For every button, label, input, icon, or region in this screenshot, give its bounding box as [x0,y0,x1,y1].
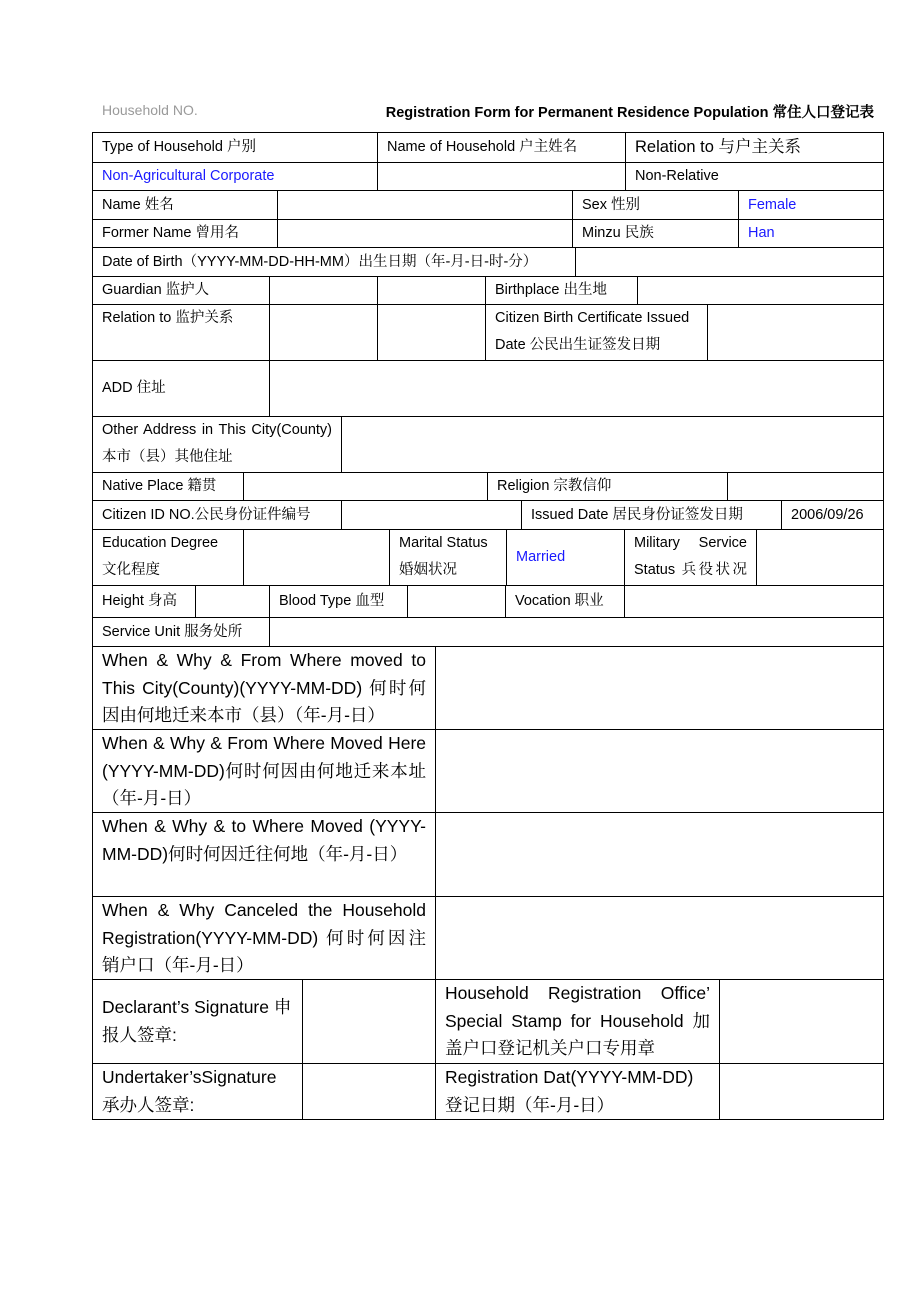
citizen-id-field[interactable] [341,501,521,529]
service-unit-field[interactable] [269,618,883,646]
row-guardian [93,276,883,304]
guardian-field-1[interactable] [269,277,377,304]
moved-away-field[interactable] [435,813,883,896]
service-unit-label: Service Unit 服务处所 [102,623,243,640]
guardian-relation-field-1[interactable] [269,305,377,360]
native-place-field[interactable] [243,473,487,500]
birthplace-label: Birthplace 出生地 [485,277,637,304]
row-former-name [93,219,883,247]
registration-date-label: Registration Dat(YYYY-MM-DD) 登记日期（年-月-日） [435,1064,719,1119]
row-address [93,360,883,416]
row-moved-here [93,729,883,812]
birth-cert-date-label: Citizen Birth Certificate Issued Date 公民出生证签发日期 [485,305,707,360]
row-household-header [93,133,883,162]
moved-to-city-field[interactable] [435,647,883,729]
marital-status-label: Marital Status 婚姻状况 [389,530,506,585]
citizen-id-label: Citizen ID NO.公民身份证件编号 [102,506,311,523]
birth-cert-date-field[interactable] [707,305,883,360]
row-name [93,190,883,219]
dob-label: Date of Birth（YYYY-MM-DD-HH-MM）出生日期（年-月-日-时-分） [102,253,538,270]
declarant-signature-label: Declarant’s Signature 申报人签章: [102,997,292,1045]
moved-away-label: When & Why & to Where Moved (YYYY-MM-DD)何时何因迁往何地（年-月-日） [102,816,426,864]
education-label: Education Degree 文化程度 [102,535,219,578]
vocation-label: Vocation 职业 [505,586,624,617]
row-native-place [93,472,883,500]
declarant-signature-field[interactable] [302,980,435,1063]
blood-type-field[interactable] [407,586,505,617]
type-of-household-label: Type of Household 户别 [102,139,256,155]
stamp-label: Household Registration Office’ Special Stamp for Household 加盖户口登记机关户口专用章 [435,980,719,1063]
address-label: ADD 住址 [102,380,166,396]
name-field[interactable] [277,191,572,219]
height-field[interactable] [195,586,269,617]
religion-field[interactable] [727,473,883,500]
row-guardian-relation [93,304,883,360]
registration-form [92,132,884,1120]
education-field[interactable] [243,530,389,585]
military-status-field[interactable] [756,530,883,585]
guardian-relation-field-2[interactable] [377,305,485,360]
row-canceled [93,896,883,979]
name-label: Name 姓名 [102,196,174,213]
height-label: Height 身高 [102,593,177,609]
registration-date-field[interactable] [719,1064,883,1119]
relation-to-head-label: Relation to 与户主关系 [625,133,883,162]
dob-field[interactable] [575,248,883,276]
name-of-household-label: Name of Household 户主姓名 [377,133,625,162]
canceled-registration-label: When & Why Canceled the Household Registration(YYYY-MM-DD) 何时何因注销户口（年-月-日） [102,900,426,975]
guardian-label: Guardian 监护人 [102,282,210,298]
guardian-relation-label: Relation to 监护关系 [102,310,234,326]
row-other-address [93,416,883,472]
sex-label: Sex 性别 [572,191,738,219]
type-of-household-field[interactable]: Non-Agricultural Corporate [102,168,275,184]
other-address-label: Other Address in This City(County)本市（县）其他住址 [102,422,332,465]
household-no-label: Household NO. [102,102,198,118]
moved-here-field[interactable] [435,730,883,812]
relation-to-head-field[interactable]: Non-Relative [625,163,883,190]
moved-here-label: When & Why & From Where Moved Here (YYYY-MM-DD)何时何因由何地迁来本址（年-月-日） [102,733,426,808]
sex-field[interactable]: Female [738,191,883,219]
issued-date-label: Issued Date 居民身份证签发日期 [521,501,781,529]
minzu-field[interactable]: Han [738,220,883,247]
row-moved-away [93,812,883,896]
religion-label: Religion 宗教信仰 [487,473,727,500]
address-field[interactable] [269,361,883,416]
canceled-registration-field[interactable] [435,897,883,979]
former-name-label: Former Name 曾用名 [102,225,239,241]
row-education [93,529,883,585]
form-title: Registration Form for Permanent Residence Population 常住人口登记表 [385,105,874,121]
moved-to-city-label: When & Why & From Where moved to This City(County)(YYYY-MM-DD) 何时何因由何地迁来本市（县）（年-月-日） [102,650,426,725]
marital-status-field[interactable]: Married [506,530,624,585]
row-height [93,585,883,617]
birthplace-field[interactable] [637,277,883,304]
row-citizen-id [93,500,883,529]
name-of-household-field[interactable] [377,163,625,190]
row-dob [93,247,883,276]
undertaker-signature-field[interactable] [302,1064,435,1119]
issued-date-field[interactable]: 2006/09/26 [781,501,883,529]
military-status-label: Military Service Status 兵役状况 [624,530,756,585]
vocation-field[interactable] [624,586,883,617]
minzu-label: Minzu 民族 [572,220,738,247]
stamp-field[interactable] [719,980,883,1063]
blood-type-label: Blood Type 血型 [269,586,407,617]
row-undertaker [93,1063,883,1119]
row-household-values [93,162,883,190]
native-place-label: Native Place 籍贯 [102,478,217,494]
row-declarant [93,979,883,1063]
former-name-field[interactable] [277,220,572,247]
guardian-field-2[interactable] [377,277,485,304]
undertaker-signature-label: Undertaker’sSignature 承办人签章: [102,1067,277,1115]
row-moved-to-city [93,646,883,729]
row-service-unit [93,617,883,646]
other-address-field[interactable] [341,417,883,472]
